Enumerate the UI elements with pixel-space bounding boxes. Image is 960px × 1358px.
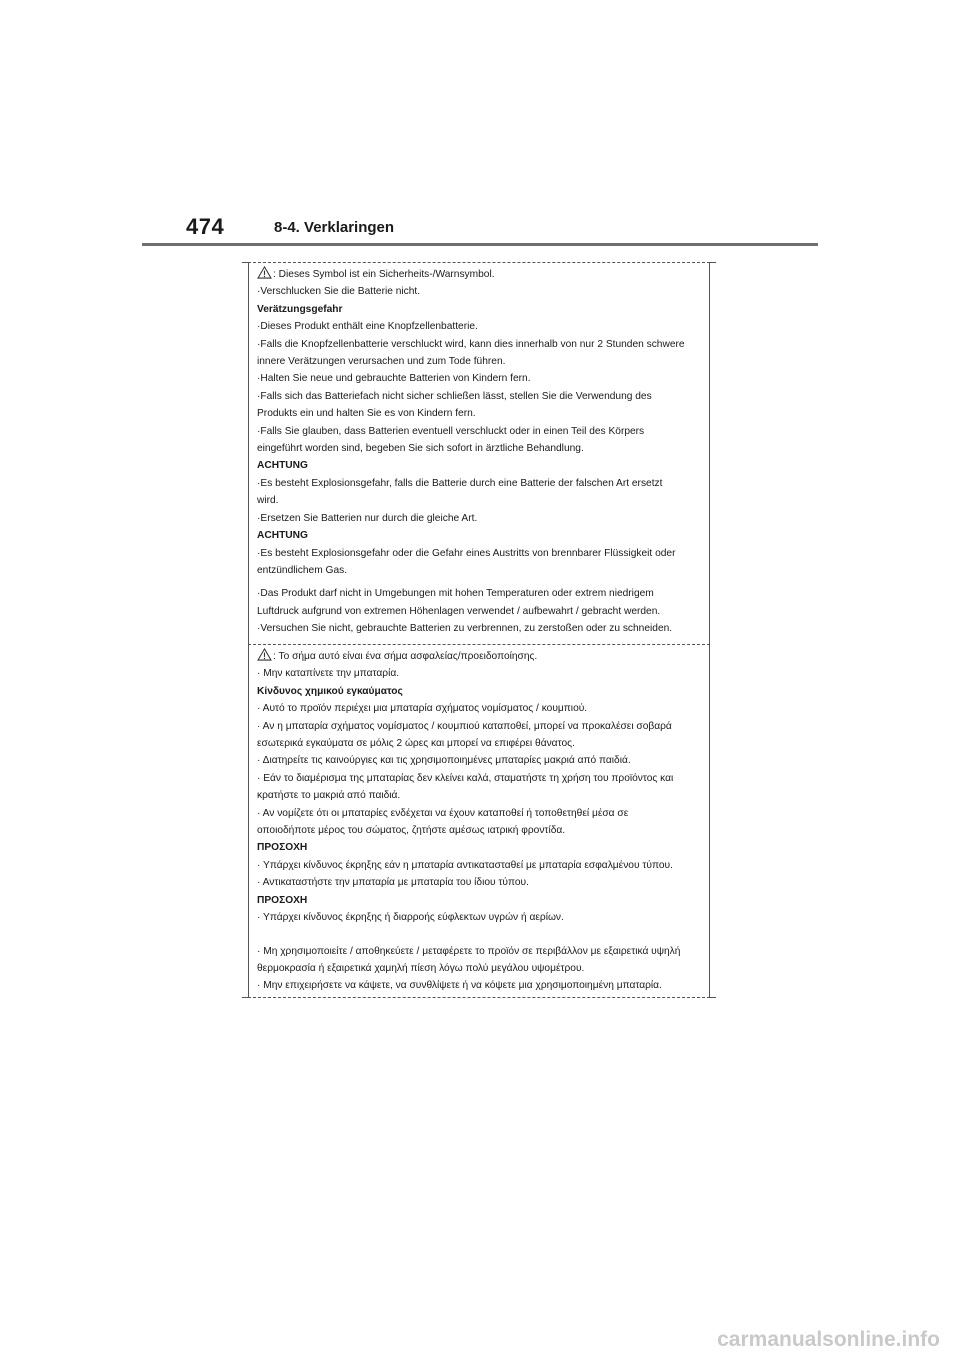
section-title: 8-4. Verklaringen (274, 219, 395, 236)
text-line: ·Halten Sie neue und gebrauchte Batterien von Kindern fern. (257, 373, 531, 385)
warning-triangle-icon (257, 648, 272, 661)
text-line: Produkts ein und halten Sie es von Kindern fern. (257, 408, 476, 420)
text-line: ·Falls sich das Batteriefach nicht sicher schließen lässt, stellen Sie die Verwendung des (257, 390, 652, 402)
text-line: θερμοκρασία ή εξαιρετικά χαμηλή πίεση λόγω πολύ μεγάλου υψομέτρου. (257, 962, 585, 974)
text-line: ·Es besteht Explosionsgefahr, falls die Batterie durch eine Batterie der falschen Art ersetzt (257, 477, 663, 489)
text-line: ·Versuchen Sie nicht, gebrauchte Batterien zu verbrennen, zu zerstoßen oder zu schneiden. (257, 623, 673, 635)
caution-heading: ACHTUNG (257, 460, 308, 472)
text-line: ·Dieses Produkt enthält eine Knopfzellenbatterie. (257, 321, 478, 333)
warning-triangle-icon (257, 266, 272, 279)
text-line: eingeführt worden sind, begeben Sie sich sofort in ärztliche Behandlung. (257, 443, 584, 455)
text-line: · Υπάρχει κίνδυνος έκρηξης ή διαρροής εύφλεκτων υγρών ή αερίων. (257, 912, 564, 924)
text-line: · Αν η μπαταρία σχήματος νομίσματος / κουμπιού καταποθεί, μπορεί να προκαλέσει σοβαρά (257, 720, 672, 732)
caution-heading: ΠΡΟΣΟΧΗ (257, 894, 308, 906)
text-line: εσωτερικά εγκαύματα σε μόλις 2 ώρες και μπορεί να επιφέρει θάνατος. (257, 738, 575, 750)
text-line: οποιοδήποτε μέρος του σώματος, ζητήστε αμέσως ιατρική φροντίδα. (257, 825, 566, 837)
hazard-heading: Verätzungsgefahr (257, 303, 343, 315)
corner-tick (242, 997, 248, 998)
greek-warning-box (248, 644, 710, 998)
text-line: ·Falls Sie glauben, dass Batterien eventuell verschluckt oder in einen Teil des Körpers (257, 425, 645, 437)
corner-tick (710, 997, 716, 998)
text-line: · Διατηρείτε τις καινούργιες και τις χρησιμοποιημένες μπαταρίες μακριά από παιδιά. (257, 755, 631, 767)
text-line: Luftdruck aufgrund von extremen Höhenlagen verwendet / aufbewahrt / gebracht werden. (257, 605, 661, 617)
text-line: wird. (257, 495, 279, 507)
symbol-description: : Το σήμα αυτό είναι ένα σήμα ασφαλείας/προειδοποίησης. (273, 651, 538, 662)
text-line: innere Verätzungen verursachen und zum Tode führen. (257, 356, 506, 368)
caution-heading: ACHTUNG (257, 530, 308, 542)
text-line: ·Das Produkt darf nicht in Umgebungen mit hohen Temperaturen oder extrem niedrigem (257, 588, 654, 600)
text-line: · Υπάρχει κίνδυνος έκρηξης εάν η μπαταρία αντικατασταθεί με μπαταρία εσφαλμένου τύπου. (257, 859, 673, 871)
text-line: κρατήστε το μακριά από παιδιά. (257, 790, 401, 802)
corner-tick (710, 262, 716, 263)
symbol-description: : Dieses Symbol ist ein Sicherheits-/Warnsymbol. (273, 269, 495, 280)
text-line: ·Ersetzen Sie Batterien nur durch die gleiche Art. (257, 512, 478, 524)
text-line: ·Falls die Knopfzellenbatterie verschluckt wird, kann dies innerhalb von nur 2 Stunden schwere (257, 338, 685, 350)
text-line: · Μην επιχειρήσετε να κάψετε, να συνθλίψετε ή να κόψετε μια χρησιμοποιημένη μπαταρία. (257, 980, 662, 992)
symbol-line (257, 648, 703, 665)
symbol-line (257, 266, 703, 283)
text-line: · Εάν το διαμέρισμα της μπαταρίας δεν κλείνει καλά, σταματήστε τη χρήση του προϊόντος και (257, 772, 674, 784)
text-line: · Αν νομίζετε ότι οι μπαταρίες ενδέχεται να έχουν καταποθεί ή τοποθετηθεί μέσα σε (257, 807, 629, 819)
german-warning-text (249, 263, 709, 638)
text-line: · Μην καταπίνετε την μπαταρία. (257, 668, 400, 680)
watermark: carmanualsonline.info (717, 1328, 940, 1351)
text-line: · Αντικαταστήστε την μπαταρία με μπαταρία του ίδιου τύπου. (257, 877, 529, 889)
page-number: 474 (186, 214, 225, 239)
text-line: · Αυτό το προϊόν περιέχει μια μπαταρία σχήματος νομίσματος / κουμπιού. (257, 703, 588, 715)
hazard-heading: Κίνδυνος χημικού εγκαύματος (257, 685, 403, 697)
german-warning-box (248, 262, 710, 644)
greek-warning-text (249, 645, 709, 995)
header-rule (142, 243, 818, 246)
caution-heading: ΠΡΟΣΟΧΗ (257, 842, 308, 854)
text-line: · Μη χρησιμοποιείτε / αποθηκεύετε / μεταφέρετε το προϊόν σε περιβάλλον με εξαιρετικά υψηλή (257, 945, 681, 957)
text-line: entzündlichem Gas. (257, 564, 348, 576)
text-line: ·Verschlucken Sie die Batterie nicht. (257, 286, 421, 298)
corner-tick (242, 262, 248, 263)
text-line: ·Es besteht Explosionsgefahr oder die Gefahr eines Austritts von brennbarer Flüssigkeit oder (257, 547, 676, 559)
